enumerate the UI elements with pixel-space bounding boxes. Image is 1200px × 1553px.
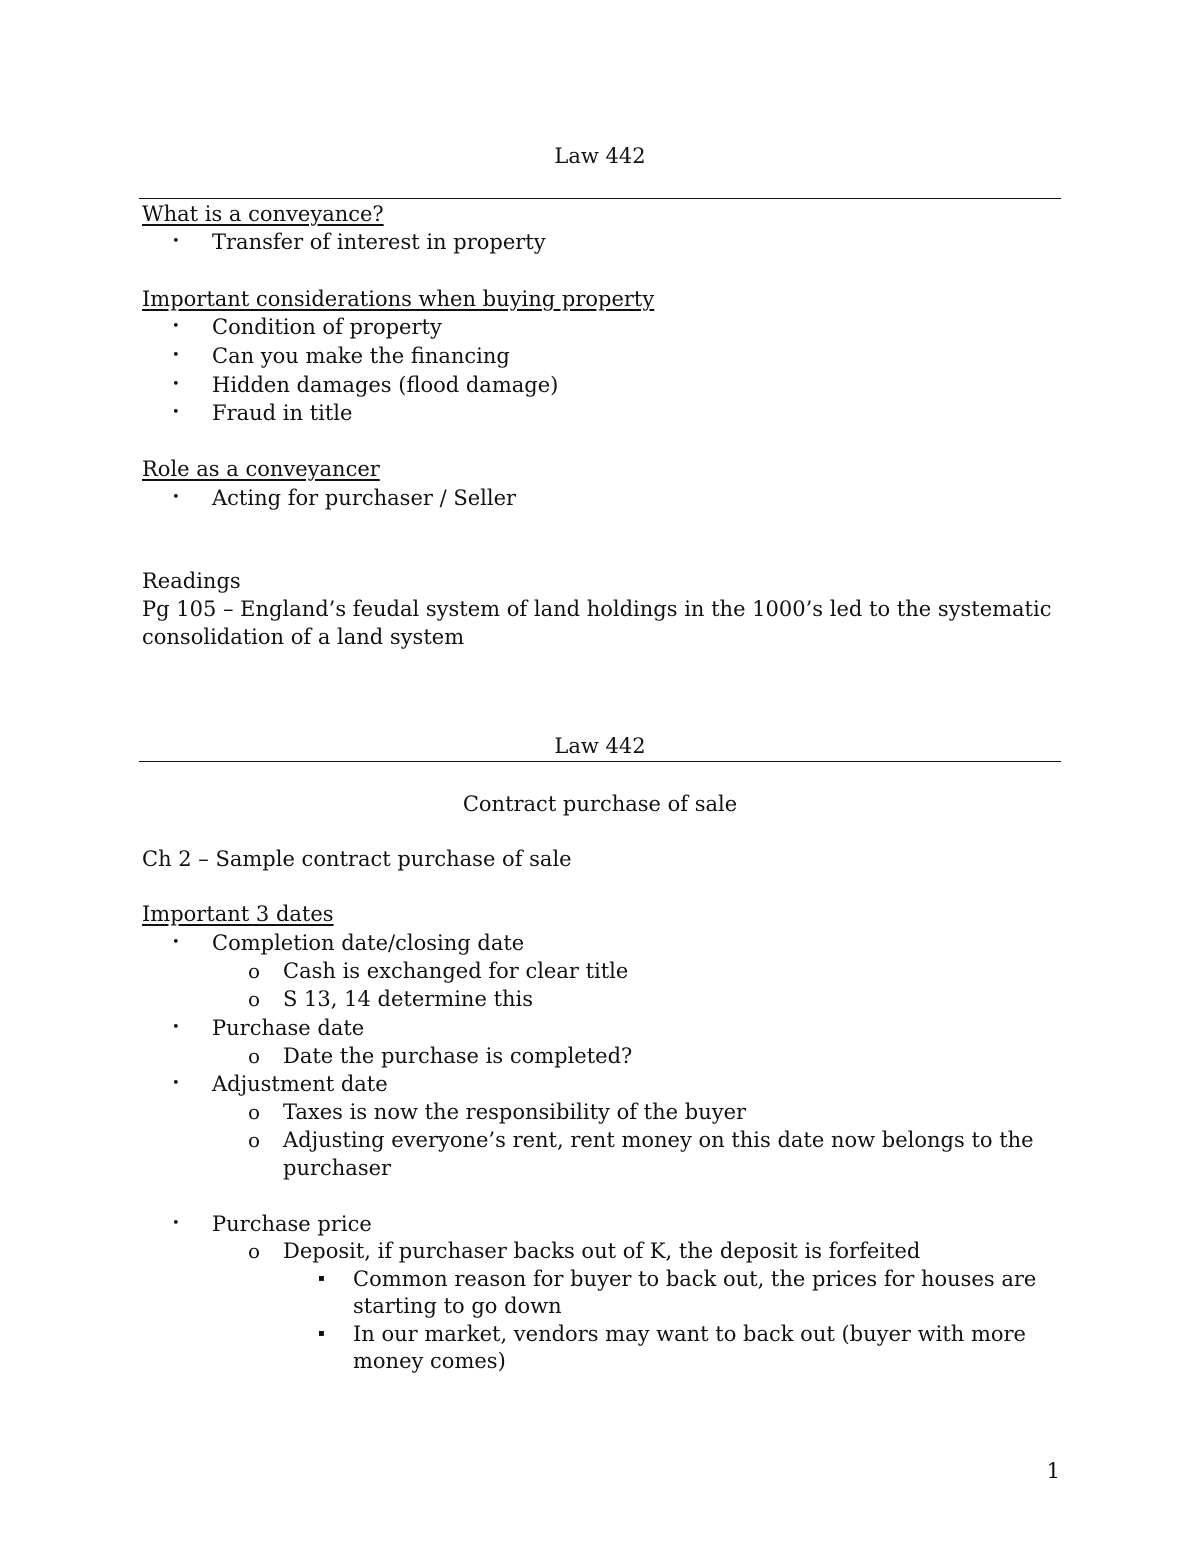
list-item: Completion date/closing date xyxy=(212,931,525,955)
sub-list-item: Deposit, if purchaser backs out of K, the deposit is forfeited xyxy=(283,1239,921,1263)
sub-list-item: Cash is exchanged for clear title xyxy=(283,959,629,983)
sub-bullet-icon: o xyxy=(248,1239,261,1263)
heading-dates: Important 3 dates xyxy=(142,902,334,926)
list-item: Transfer of interest in property xyxy=(212,230,546,254)
sub-list-item-continued: purchaser xyxy=(283,1156,392,1180)
sub-list-item: Taxes is now the responsibility of the buyer xyxy=(283,1100,747,1124)
bullet-icon: • xyxy=(172,1216,180,1231)
subsub-list-item: Common reason for buyer to back out, the prices for houses are xyxy=(353,1267,1037,1291)
sub-list-item: Date the purchase is completed? xyxy=(283,1044,633,1068)
list-item: Purchase date xyxy=(212,1016,365,1040)
heading-conveyance: What is a conveyance? xyxy=(142,202,384,226)
bullet-icon: • xyxy=(172,319,180,334)
bullet-icon: • xyxy=(172,348,180,363)
sub-list-item: Adjusting everyone’s rent, rent money on this date now belongs to the xyxy=(283,1128,1034,1152)
square-bullet-icon: ▪ xyxy=(318,1273,325,1284)
list-item: Hidden damages (flood damage) xyxy=(212,373,559,397)
page-number: 1 xyxy=(1046,1459,1060,1483)
square-bullet-icon: ▪ xyxy=(318,1328,325,1339)
list-item: Can you make the financing xyxy=(212,344,510,368)
sub-bullet-icon: o xyxy=(248,959,261,983)
readings-line: consolidation of a land system xyxy=(142,625,465,649)
subsub-list-item-continued: starting to go down xyxy=(353,1294,562,1318)
chapter-line: Ch 2 – Sample contract purchase of sale xyxy=(142,847,572,871)
subsub-list-item: In our market, vendors may want to back out (buyer with more xyxy=(353,1322,1026,1346)
readings-line: Pg 105 – England’s feudal system of land holdings in the 1000’s led to the systematic xyxy=(142,597,1052,621)
sub-bullet-icon: o xyxy=(248,1128,261,1152)
bullet-icon: • xyxy=(172,1020,180,1035)
readings-heading: Readings xyxy=(142,569,241,593)
bullet-icon: • xyxy=(172,377,180,392)
section1-title: Law 442 xyxy=(554,144,646,168)
list-item: Acting for purchaser / Seller xyxy=(212,486,517,510)
section2-rule xyxy=(139,761,1061,762)
section2-subtitle: Contract purchase of sale xyxy=(462,792,738,816)
subsub-list-item-continued: money comes) xyxy=(353,1349,506,1373)
heading-role: Role as a conveyancer xyxy=(142,457,380,481)
sub-bullet-icon: o xyxy=(248,987,261,1011)
list-item: Purchase price xyxy=(212,1212,372,1236)
bullet-icon: • xyxy=(172,1076,180,1091)
bullet-icon: • xyxy=(172,935,180,950)
list-item: Fraud in title xyxy=(212,401,353,425)
section1-rule xyxy=(139,198,1061,199)
heading-considerations: Important considerations when buying property xyxy=(142,287,655,311)
list-item: Adjustment date xyxy=(212,1072,388,1096)
section2-title: Law 442 xyxy=(554,734,646,758)
sub-bullet-icon: o xyxy=(248,1044,261,1068)
list-item: Condition of property xyxy=(212,315,442,339)
sub-bullet-icon: o xyxy=(248,1100,261,1124)
bullet-icon: • xyxy=(172,490,180,505)
bullet-icon: • xyxy=(172,234,180,249)
sub-list-item: S 13, 14 determine this xyxy=(283,987,534,1011)
bullet-icon: • xyxy=(172,405,180,420)
